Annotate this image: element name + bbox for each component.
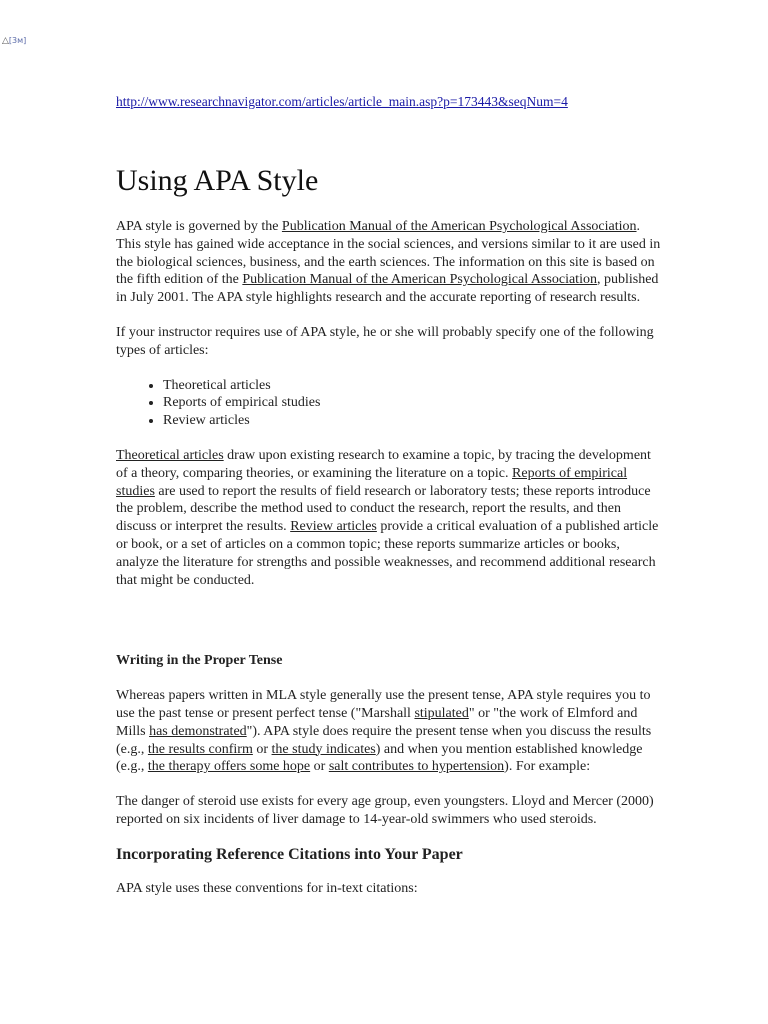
tense-example-demonstrated: has demonstrated: [149, 723, 247, 739]
tense-example-stipulated: stipulated: [414, 705, 469, 721]
corner-marker: [2, 36, 26, 46]
review-articles-text: provide a critical evaluation of a published article or book, or a set of articles on a common topic; these reports summarize articles or books, analyze the literature for strengths and possible weaknesses, and recommend additional research that might be conducted.: [116, 519, 659, 588]
theoretical-articles-term: Theoretical articles: [116, 447, 224, 463]
empirical-studies-text: are used to report the results of field research or laboratory tests; these reports introduce the problem, describe the method used to conduct the research, report the results, and then discuss or interpret the results.: [116, 483, 651, 535]
tense-paragraph: [116, 687, 661, 776]
triangle-icon: △: [2, 36, 9, 46]
list-item: • Reports of empirical studies: [163, 394, 661, 412]
article-types-list: [116, 377, 661, 430]
intro-text-b: . This style has gained wide acceptance in the social sciences, and versions similar to it are used in the biological sciences, business, and the earth sciences. The information on this site is based on the fifth edition of the: [116, 219, 661, 288]
tense-text-f: or: [310, 759, 329, 775]
intro-text-c: , published in July 2001. The APA style highlights research and the accurate reporting of research results.: [116, 272, 659, 306]
citations-heading: Incorporating Reference Citations into Your Paper: [116, 845, 463, 863]
intro-text-a: APA style is governed by the: [116, 219, 282, 234]
publication-manual-ref-2: Publication Manual of the American Psychological Association: [242, 272, 597, 288]
tense-heading: Writing in the Proper Tense: [116, 653, 283, 669]
list-item: • Theoretical articles: [163, 377, 661, 395]
intro-paragraph-1: [116, 218, 661, 307]
tense-text-c: "). APA style does require the present tense when you discuss the results (e.g.,: [116, 723, 652, 757]
article-types-description: [116, 447, 661, 589]
tense-text-e: ) and when you mention established knowledge (e.g.,: [116, 741, 643, 775]
page-title: Using APA Style: [116, 164, 319, 197]
tense-example-paragraph: The danger of steroid use exists for every age group, even youngsters. Lloyd and Mercer (2000) reported on six incidents of liver damage to 14-year-old swimmers who used steroids.: [116, 794, 654, 827]
theoretical-articles-text: draw upon existing research to examine a topic, by tracing the development of a theory, comparing theories, or examining the literature on a topic.: [116, 447, 651, 481]
list-item: • Review articles: [163, 412, 661, 430]
review-articles-term: Review articles: [290, 519, 377, 535]
empirical-studies-term: Reports of empirical studies: [116, 465, 628, 499]
tense-example-salt: salt contributes to hypertension: [328, 759, 505, 775]
intro-paragraph-2: If your instructor requires use of APA style, he or she will probably specify one of the following types of articles:: [116, 324, 654, 358]
tense-example-study-indicates: the study indicates: [271, 741, 376, 757]
publication-manual-ref-1: Publication Manual of the American Psychological Association: [281, 219, 637, 234]
source-url-link[interactable]: http://www.researchnavigator.com/articles/article_main.asp?p=173443&seqNum=4: [116, 94, 568, 109]
corner-label: [3м]: [8, 36, 27, 45]
section-spacer: [116, 606, 661, 652]
tense-example-therapy: the therapy offers some hope: [147, 759, 311, 775]
tense-text-d: or: [252, 741, 272, 757]
citations-paragraph: APA style uses these conventions for in-text citations:: [116, 880, 418, 896]
tense-text-a: Whereas papers written in MLA style generally use the present tense, APA style requires you to use the past tense or present perfect tense ("Marshall: [116, 688, 651, 721]
main-content: [116, 218, 661, 914]
tense-text-g: ). For example:: [504, 759, 591, 775]
tense-text-b: " or "the work of Elmford and Mills: [116, 705, 638, 739]
tense-example-results-confirm: the results confirm: [147, 741, 253, 757]
